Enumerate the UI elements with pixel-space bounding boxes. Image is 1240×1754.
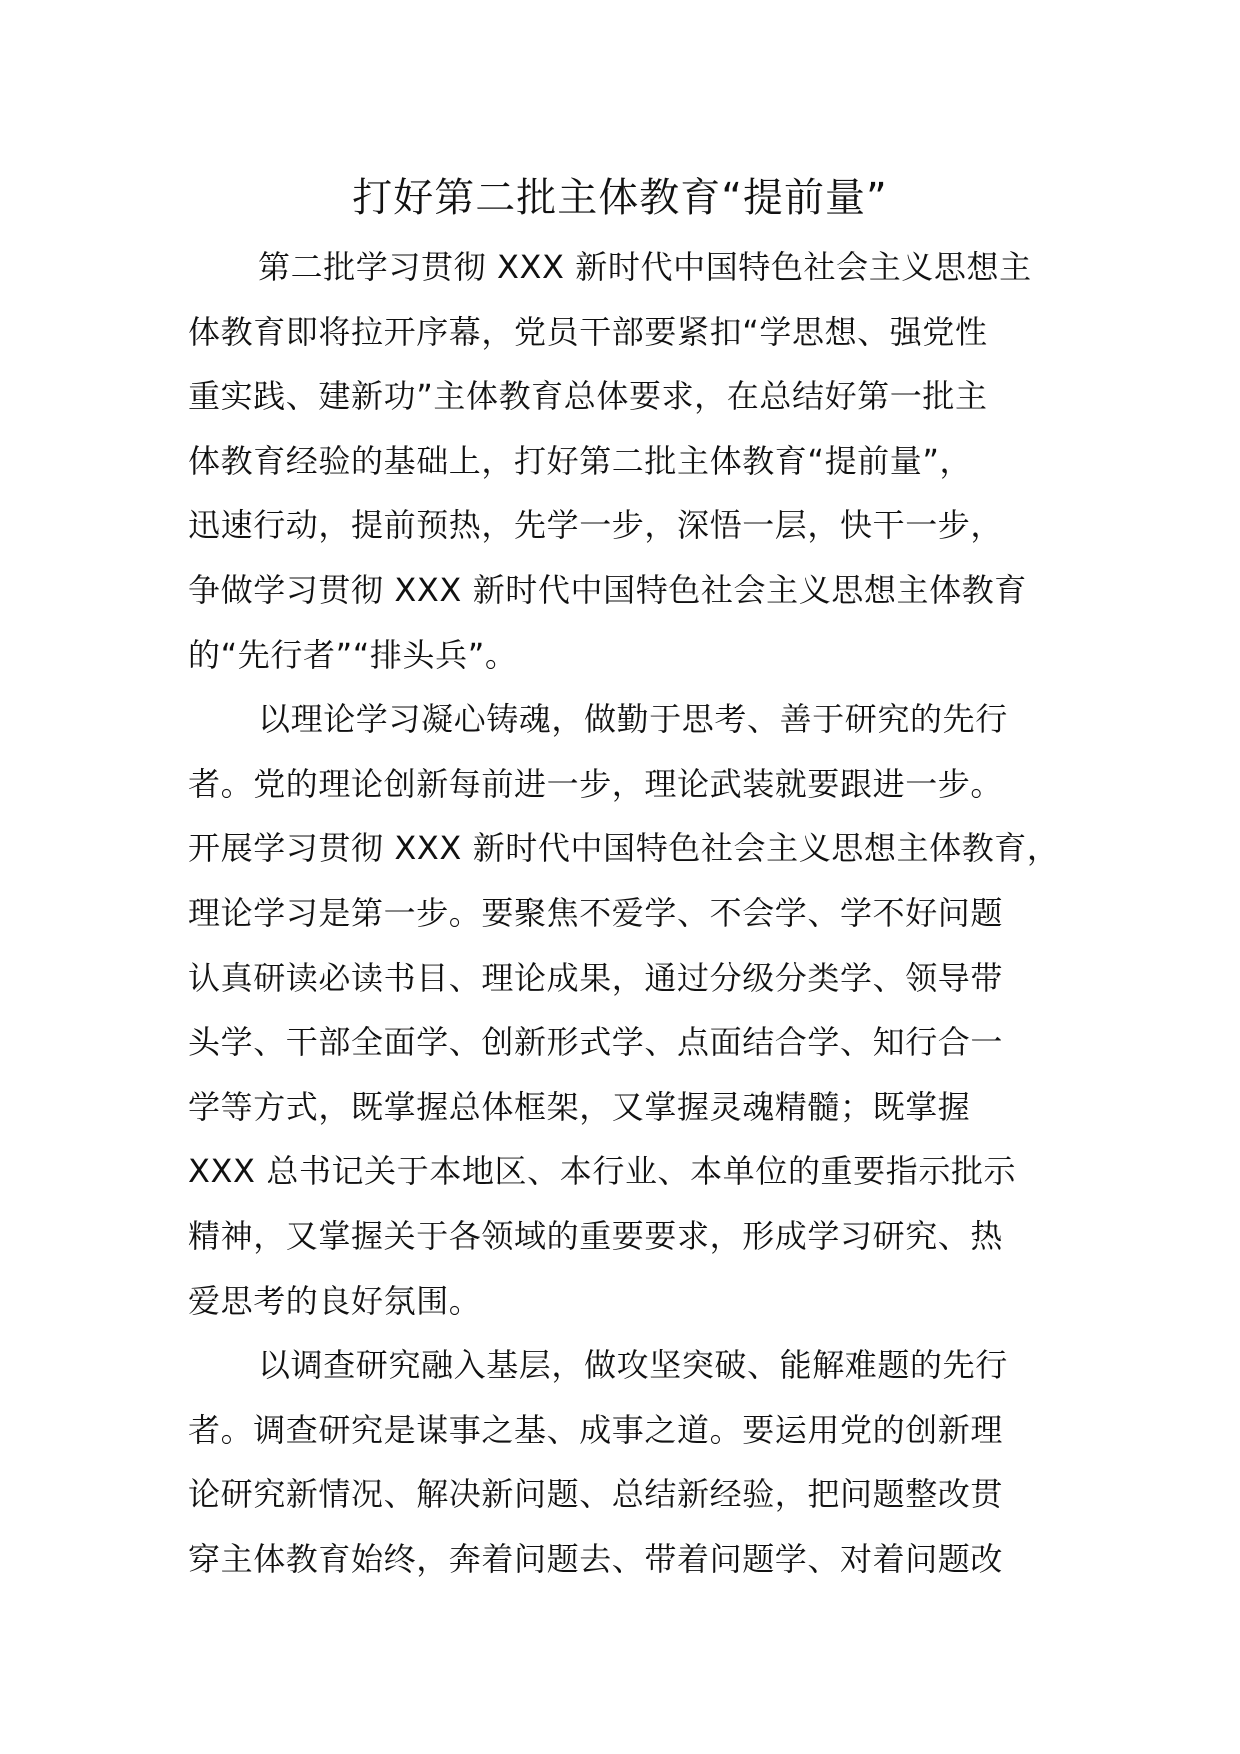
paragraph-2-line-3: 开展学习贯彻 XXX 新时代中国特色社会主义思想主体教育， [188,829,1060,868]
paragraph-1-line-4: 体教育经验的基础上，打好第二批主体教育“提前量”， [188,441,973,480]
paragraph-2-line-10: 爱思考的良好氛围。 [188,1281,482,1320]
paragraph-3-line-3: 论研究新情况、解决新问题、总结新经验，把问题整改贯 [188,1475,1004,1514]
paragraph-2-line-9: 精神，又掌握关于各领域的重要要求，形成学习研究、热 [188,1216,1004,1255]
paragraph-2-line-1: 以理论学习凝心铸魂，做勤于思考、善于研究的先行 [258,700,1008,739]
paragraph-1-line-7: 的“先行者”“排头兵”。 [188,635,518,674]
paragraph-2-line-2: 者。党的理论创新每前进一步，理论武装就要跟进一步。 [188,764,1004,803]
paragraph-1-line-6: 争做学习贯彻 XXX 新时代中国特色社会主义思想主体教育 [188,570,1027,609]
paragraph-1-line-1: 第二批学习贯彻 XXX 新时代中国特色社会主义思想主 [258,248,1032,286]
paragraph-2-line-6: 头学、干部全面学、创新形式学、点面结合学、知行合一 [188,1023,1004,1062]
paragraph-3-line-1: 以调查研究融入基层，做攻坚突破、能解难题的先行 [258,1346,1008,1385]
paragraph-2-line-8: XXX 总书记关于本地区、本行业、本单位的重要指示批示 [188,1152,1017,1191]
document-title: 打好第二批主体教育“提前量” [352,175,888,221]
paragraph-2-line-7: 学等方式，既掌握总体框架，又掌握灵魂精髓；既掌握 [188,1087,971,1126]
paragraph-1-line-3: 重实践、建新功”主体教育总体要求，在总结好第一批主 [188,377,988,416]
paragraph-2-line-5: 认真研读必读书目、理论成果，通过分级分类学、领导带 [188,958,1004,997]
paragraph-3-line-2: 者。调查研究是谋事之基、成事之道。要运用党的创新理 [188,1410,1004,1449]
paragraph-1-line-5: 迅速行动，提前预热，先学一步，深悟一层，快干一步， [188,506,1004,545]
paragraph-1-line-2: 体教育即将拉开序幕，党员干部要紧扣“学思想、强党性 [188,312,988,351]
document-body [188,235,1088,1591]
paragraph-3-line-4: 穿主体教育始终，奔着问题去、带着问题学、对着问题改 [188,1539,1004,1578]
paragraph-2-line-4: 理论学习是第一步。要聚焦不爱学、不会学、学不好问题 [188,893,1004,932]
